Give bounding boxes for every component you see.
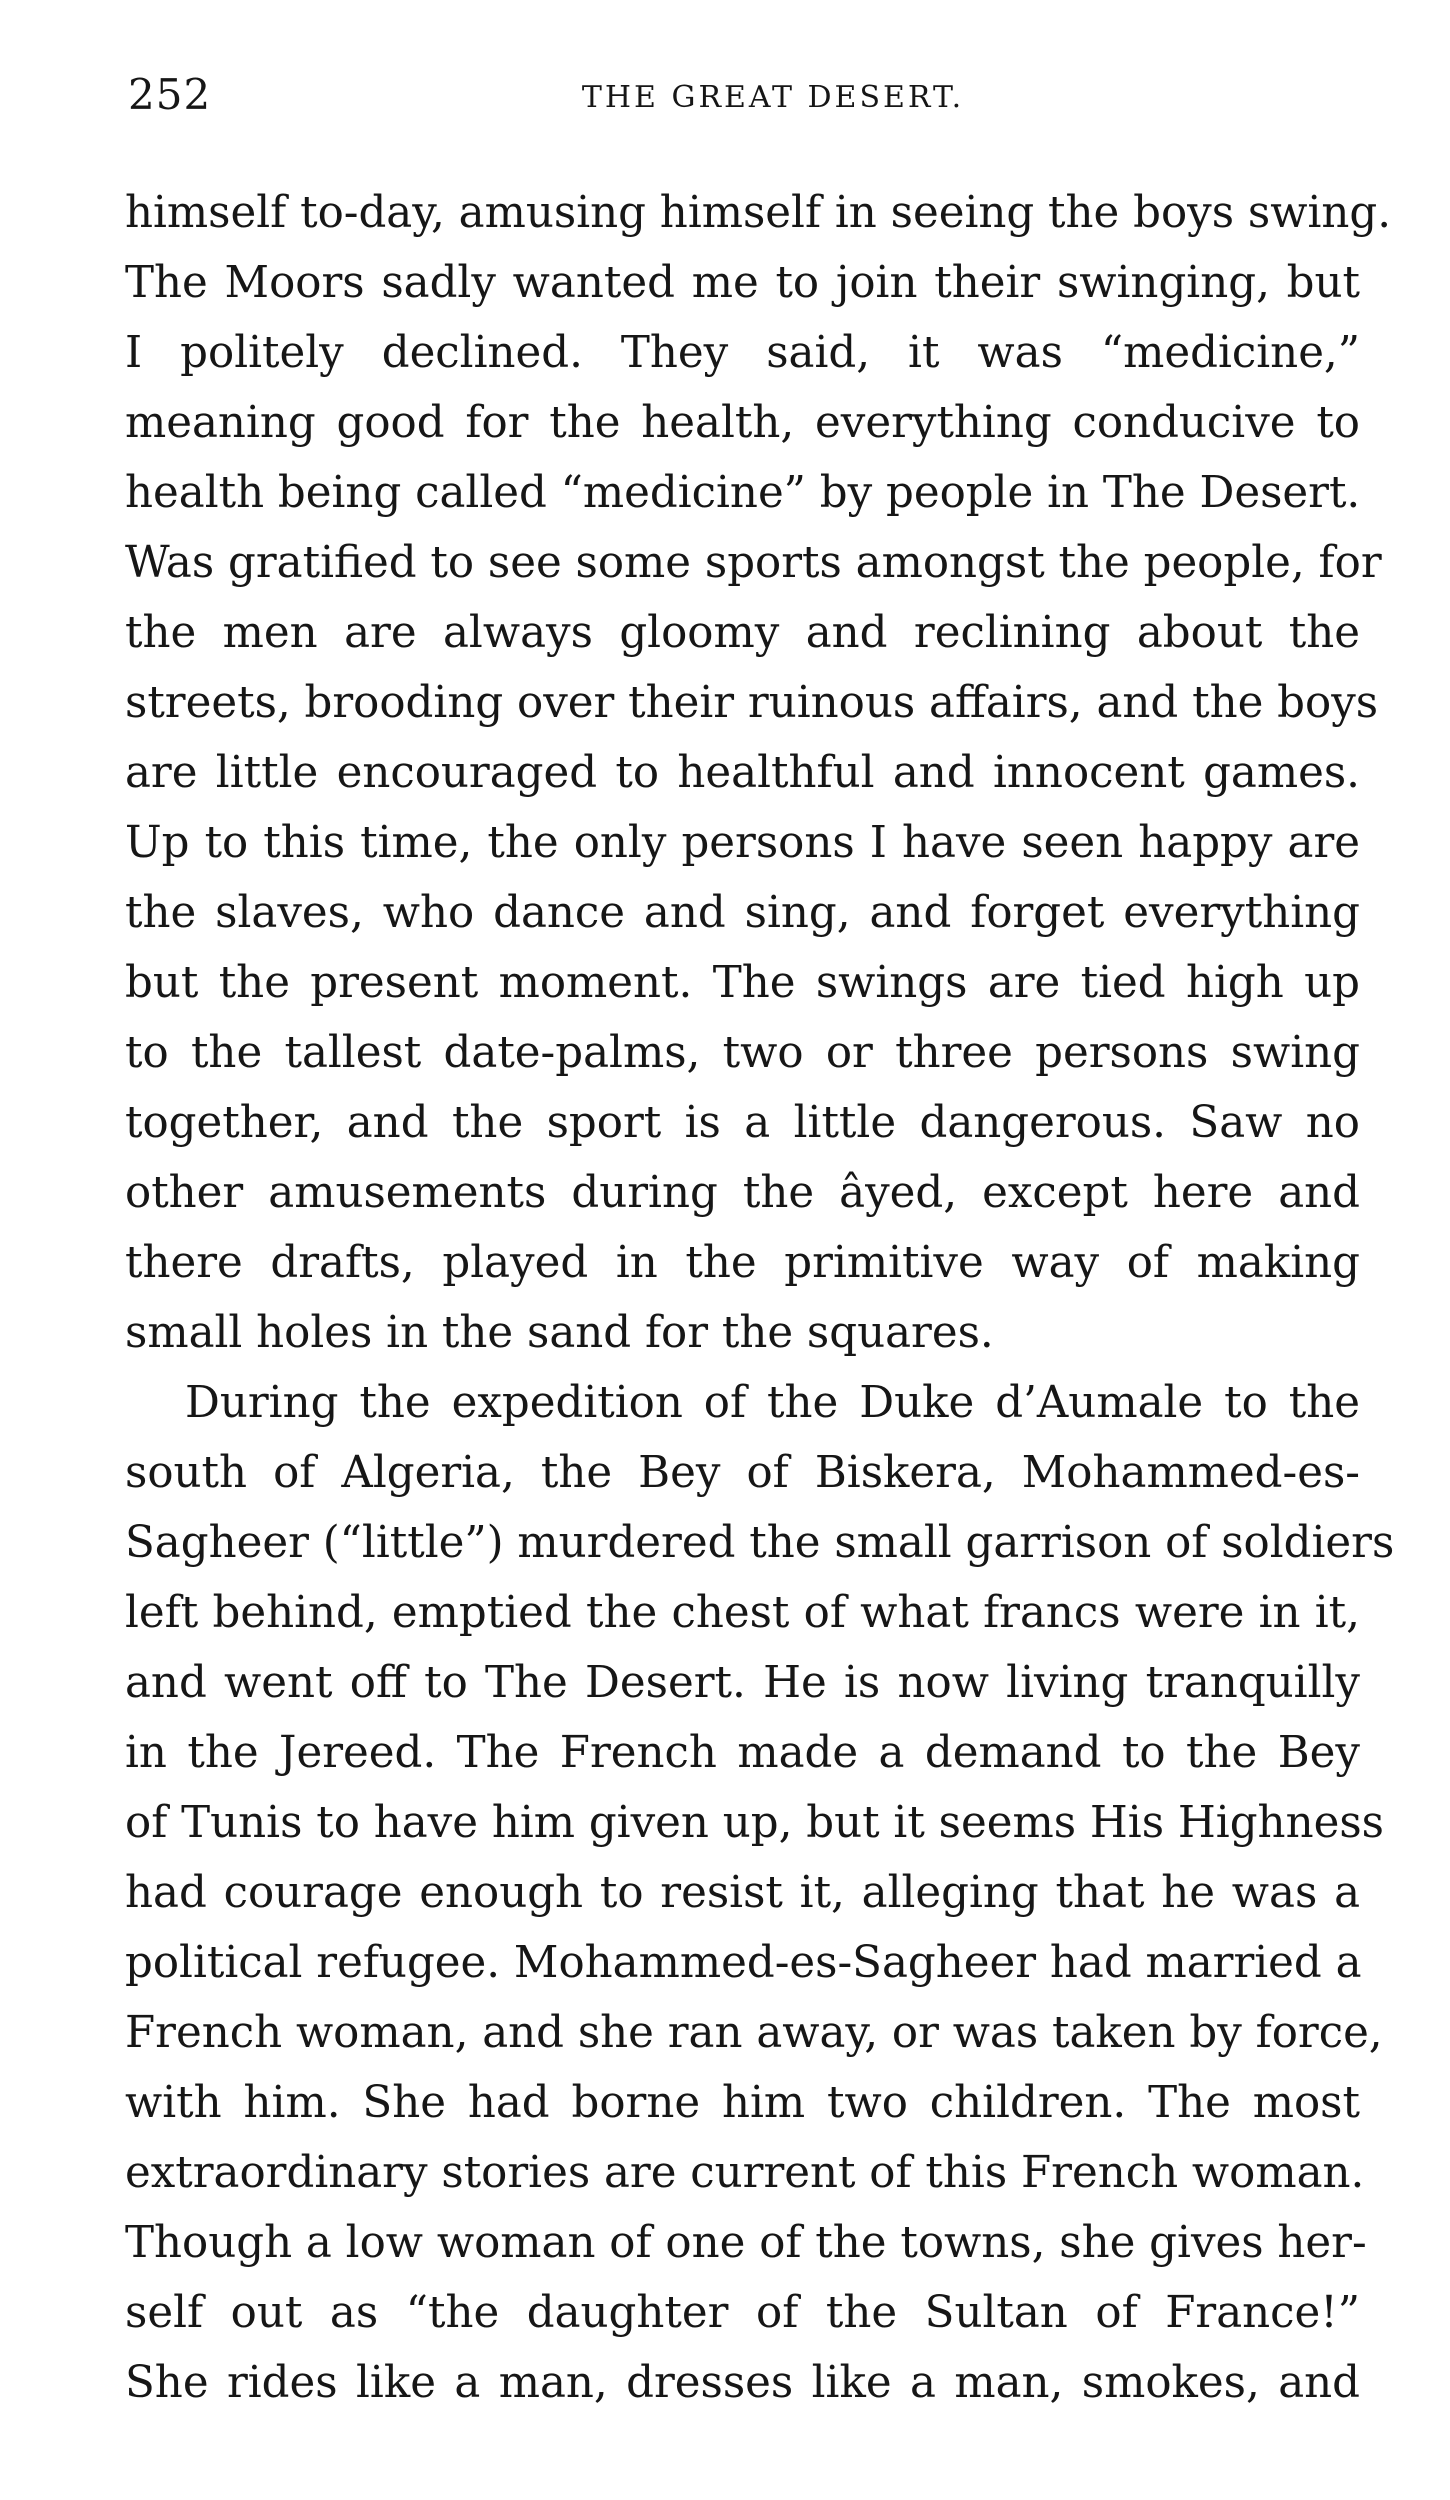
text-line: the men are always gloomy and reclining about the bbox=[125, 608, 1360, 658]
page-number: 252 bbox=[128, 70, 212, 119]
text-line: are little encouraged to healthful and innocent games. bbox=[125, 748, 1360, 798]
text-line: political refugee. Mohammed-es-Sagheer had married a bbox=[125, 1938, 1362, 1988]
paragraph-2 bbox=[125, 1368, 1395, 2418]
text-line: She rides like a man, dresses like a man, smokes, and bbox=[125, 2358, 1360, 2408]
text-line: small holes in the sand for the squares. bbox=[125, 1308, 994, 1358]
text-line: himself to-day, amusing himself in seeing the boys swing. bbox=[125, 188, 1392, 238]
text-line: left behind, emptied the chest of what francs were in it, bbox=[125, 1588, 1360, 1638]
text-line: had courage enough to resist it, alleging that he was a bbox=[125, 1868, 1360, 1918]
text-line: south of Algeria, the Bey of Biskera, Mohammed-es- bbox=[125, 1448, 1360, 1498]
text-line: streets, brooding over their ruinous affairs, and the boys bbox=[125, 678, 1379, 728]
body-text bbox=[125, 178, 1395, 2418]
text-line: Was gratified to see some sports amongst the people, for bbox=[125, 538, 1382, 588]
text-line: Up to this time, the only persons I have seen happy are bbox=[125, 818, 1360, 868]
text-line: but the present moment. The swings are tied high up bbox=[125, 958, 1360, 1008]
text-line: self out as “the daughter of the Sultan of France!” bbox=[125, 2288, 1360, 2338]
paragraph-1 bbox=[125, 178, 1392, 1368]
text-line: the slaves, who dance and sing, and forget everything bbox=[125, 888, 1360, 938]
text-line: extraordinary stories are current of this French woman. bbox=[125, 2148, 1365, 2198]
text-line: Though a low woman of one of the towns, she gives her- bbox=[125, 2218, 1367, 2268]
text-line: During the expedition of the Duke d’Aumale to the bbox=[185, 1378, 1360, 1428]
text-line: there drafts, played in the primitive way of making bbox=[125, 1238, 1360, 1288]
text-line: other amusements during the âyed, except here and bbox=[125, 1168, 1360, 1218]
text-line: with him. She had borne him two children. The most bbox=[125, 2078, 1360, 2128]
running-title: THE GREAT DESERT. bbox=[581, 80, 965, 115]
text-line: to the tallest date-palms, two or three persons swing bbox=[125, 1028, 1360, 1078]
running-head bbox=[128, 70, 1358, 130]
text-line: meaning good for the health, everything conducive to bbox=[125, 398, 1360, 448]
text-line: Sagheer (“little”) murdered the small garrison of soldiers bbox=[125, 1518, 1395, 1568]
text-line: I politely declined. They said, it was “medicine,” bbox=[125, 328, 1360, 378]
text-line: and went off to The Desert. He is now living tranquilly bbox=[125, 1658, 1360, 1708]
text-line: The Moors sadly wanted me to join their swinging, but bbox=[125, 258, 1360, 308]
text-line: of Tunis to have him given up, but it seems His Highness bbox=[125, 1798, 1384, 1848]
text-line: French woman, and she ran away, or was taken by force, bbox=[125, 2008, 1383, 2058]
text-line: health being called “medicine” by people in The Desert. bbox=[125, 468, 1361, 518]
text-line: together, and the sport is a little dangerous. Saw no bbox=[125, 1098, 1360, 1148]
text-line: in the Jereed. The French made a demand to the Bey bbox=[125, 1728, 1360, 1778]
